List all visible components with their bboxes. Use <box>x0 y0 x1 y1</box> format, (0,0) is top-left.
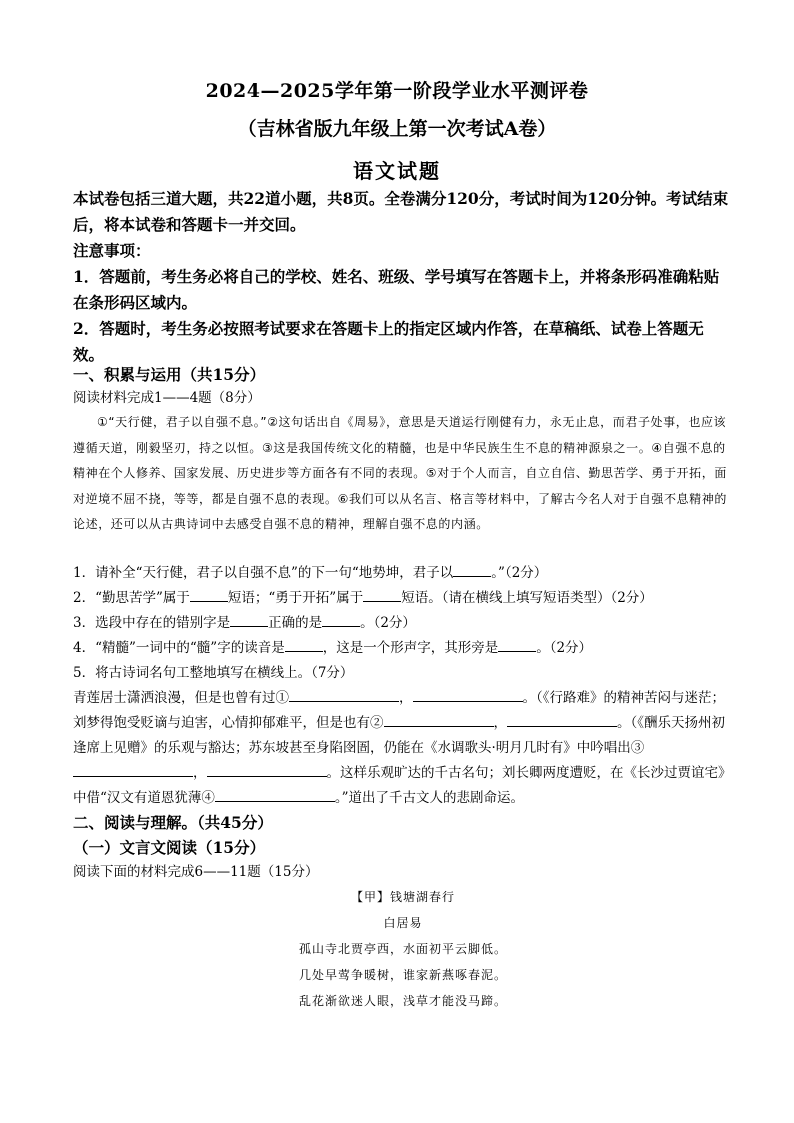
answer-blank[interactable] <box>384 712 494 727</box>
section-1-title: 一、积累与运用（共15分） <box>73 365 266 384</box>
poem-block <box>73 884 733 1014</box>
poem-line: 乱花渐欲迷人眼，浅草才能没马蹄。 <box>298 994 507 1008</box>
question-2: 2．“勤思苦学”属于 短语；“勇于开拓”属于 短语。（请在横线上填写短语类型）（2分） <box>73 586 733 611</box>
exam-subject: 语文试题 <box>353 159 441 183</box>
poem-line: 几处早莺争暖树，谁家新燕啄春泥。 <box>298 968 507 982</box>
answer-blank[interactable] <box>413 687 523 702</box>
poem-line: 孤山寺北贾亭西，水面初平云脚低。 <box>298 942 507 956</box>
exam-subtitle: （吉林省版九年级上第一次考试A卷） <box>237 118 557 140</box>
intro-section <box>73 186 733 368</box>
answer-blank[interactable] <box>215 787 335 802</box>
poem-title: 【甲】钱塘湖春行 <box>350 890 455 904</box>
question-1: 1．请补全“天行健，君子以自强不息”的下一句“地势坤，君子以 。”（2分） <box>73 561 733 586</box>
answer-blank[interactable] <box>507 712 617 727</box>
reading-passage: ①“天行健，君子以自强不息。”②这句话出自《周易》，意思是天道运行刚健有力，永无止息，而君子处事，也应该遵循天道，刚毅坚刃，持之以恒。③这是我国传统文化的精髓，也是中华民族生生不息的精神源泉之一。④自强不息的精神在个人修养、国家发展、历史进步等方面各有不同的表现。⑤对于个人而言，自立自信、勤思苦学、勇于开拓，面对逆境不屈不挠，等等，都是自强不息的表现。⑥我们可以从名言、格言等材料中，了解古今名人对于自强不息精神的论述，还可以从古典诗词中去感受自强不息的精神，理解自强不息的内涵。 <box>73 415 727 531</box>
intro-paragraph: 本试卷包括三道大题，共22道小题，共8页。全卷满分120分，考试时间为120分钟。考试结束后，将本试卷和答题卡一并交回。 <box>73 189 729 234</box>
section-1-instruction: 阅读材料完成1——4题（8分） <box>73 390 261 406</box>
notice-item-2: 2．答题时，考生务必按照考试要求在答题卡上的指定区域内作答，在草稿纸、试卷上答题无效。 <box>73 319 704 364</box>
poem-author: 白居易 <box>383 916 423 930</box>
answer-blank[interactable] <box>453 562 491 577</box>
question-3: 3．选段中存在的错别字是 正确的是 。（2分） <box>73 611 733 636</box>
answer-blank[interactable] <box>285 637 323 652</box>
notice-item-1: 1．答题前，考生务必将自己的学校、姓名、班级、学号填写在答题卡上，并将条形码准确粘贴在条形码区域内。 <box>73 267 720 312</box>
answer-blank[interactable] <box>207 762 327 777</box>
question-5: 5．将古诗词名句工整地填写在横线上。（7分） <box>73 665 354 681</box>
section-2-instruction: 阅读下面的材料完成6——11题（15分） <box>73 864 319 880</box>
exam-title: 2024—2025学年第一阶段学业水平测评卷 <box>205 80 589 102</box>
question-5-body: 青莲居士潇洒浪漫，但是也曾有过① ， 。（《行路难》的精神苦闷与迷茫；刘梦得饱受贬谪与迫害，心情抑郁难平，但是也有② ， 。（《酬乐天扬州初逢席上见赠》的乐观与豁达；苏东坡甚至身陷囹圄，仍能在《水调歌头·明月几时有》中吟唱出③， 。这样乐观旷达的千古名句；刘长卿两度遭贬，在《长沙过贾谊宅》中借“汉文有道恩犹薄④ 。”道出了千古文人的悲剧命运。 <box>73 686 733 811</box>
answer-blank[interactable] <box>73 762 193 777</box>
section-2-subtitle: （一）文言文阅读（15分） <box>73 838 266 857</box>
answer-blank[interactable] <box>190 587 228 602</box>
answer-blank[interactable] <box>498 637 536 652</box>
section-2-title: 二、阅读与理解。（共45分） <box>73 813 273 832</box>
answer-blank[interactable] <box>363 587 401 602</box>
answer-blank[interactable] <box>322 612 360 627</box>
answer-blank[interactable] <box>230 612 268 627</box>
notice-title: 注意事项： <box>73 241 151 260</box>
question-4: 4．“精髓”一词中的“髓”字的读音是 ，这是一个形声字，其形旁是 。（2分） <box>73 636 733 661</box>
answer-blank[interactable] <box>289 687 399 702</box>
